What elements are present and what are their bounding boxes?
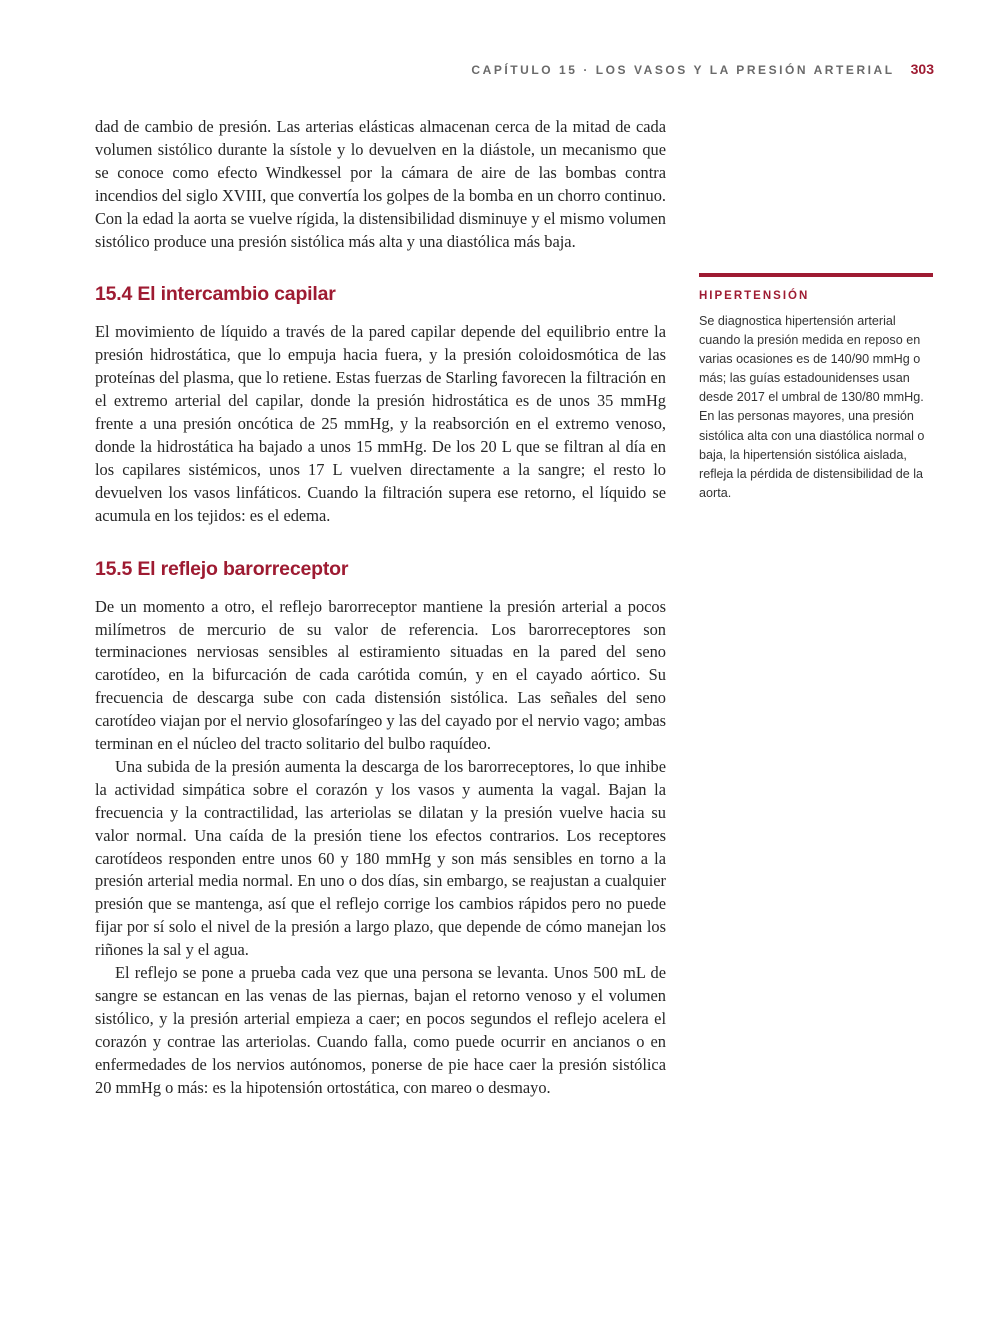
paragraph-15-5-1: De un momento a otro, el reflejo barorreceptor mantiene la presión arterial a pocos milímetros de mercurio de su valor de referencia. Los barorreceptores son terminaciones nerviosas sensibles al estiramiento situadas en la pared del seno carotídeo, en la bifurcación de cada carótida común, y en el cayado aórtico. Su frecuencia de descarga sube con cada distensión sistólica. Las señales del seno carotídeo viajan por el nervio glosofaríngeo y las del cayado por el nervio vago; ambas terminan en el núcleo del tracto solitario del bulbo raquídeo.: [95, 596, 666, 754]
sidebar-body: Se diagnostica hipertensión arterial cuando la presión medida en reposo en varias ocasiones es de 140/90 mmHg o más; las guías estadounidenses usan desde 2017 el umbral de 130/80 mmHg. En las personas mayores, una presión sistólica alta con una diastólica normal o baja, la hipertensión sistólica aislada, refleja la pérdida de distensibilidad de la aorta.: [699, 314, 925, 500]
sidebar-box: [699, 273, 933, 503]
sidebar-rule: [699, 273, 933, 277]
sidebar-title: HIPERTENSIÓN: [699, 290, 810, 302]
main-text-column: [95, 116, 666, 1100]
running-head: [471, 61, 934, 77]
intro-paragraph: dad de cambio de presión. Las arterias elásticas almacenan cerca de la mitad de cada volumen sistólico durante la sístole y lo devuelven en la diástole, un mecanismo que se conoce como efecto Windkessel por la cámara de aire de las bombas contra incendios del siglo XVIII, que convertía los golpes de la bomba en un chorro continuo. Con la edad la aorta se vuelve rígida, la distensibilidad disminuye y el mismo volumen sistólico produce una presión sistólica más alta y una diastólica más baja.: [95, 117, 666, 251]
page-number: 303: [910, 61, 934, 77]
chapter-title: CAPÍTULO 15 · LOS VASOS Y LA PRESIÓN ARTERIAL: [471, 63, 895, 77]
section-heading-15-4: 15.4 El intercambio capilar: [95, 283, 336, 306]
paragraph-15-5-2: Una subida de la presión aumenta la descarga de los barorreceptores, lo que inhibe la actividad simpática sobre el corazón y los vasos y aumenta la vagal. Bajan la frecuencia y la contractilidad, las arteriolas se dilatan y la presión vuelve hacia su valor normal. Una caída de la presión tiene los efectos contrarios. Los receptores carotídeos responden entre unos 60 y 180 mmHg y son más sensibles en torno a la presión arterial media normal. En uno o dos días, sin embargo, se reajustan a cualquier presión que se mantenga, así que el reflejo corrige los cambios rápidos pero no puede fijar por sí solo el nivel de la presión a largo plazo, que depende de cómo manejan los riñones la sal y el agua.: [95, 756, 666, 960]
section-heading-15-5: 15.5 El reflejo barorreceptor: [95, 557, 349, 580]
paragraph-15-5-3: El reflejo se pone a prueba cada vez que una persona se levanta. Unos 500 mL de sangre se estancan en las venas de las piernas, bajan el retorno venoso y el volumen sistólico, y la presión arterial empieza a caer; en pocos segundos el reflejo acelera el corazón y contrae las arteriolas. Cuando falla, como puede ocurrir en ancianos o en enfermedades de los nervios autónomos, ponerse de pie hace caer la presión sistólica 20 mmHg o más: es la hipotensión ortostática, con mareo o desmayo.: [95, 963, 666, 1097]
paragraph-15-4-1: El movimiento de líquido a través de la pared capilar depende del equilibrio entre la presión hidrostática, que lo empuja hacia fuera, y la presión coloidosmótica de las proteínas del plasma, que lo retiene. Estas fuerzas de Starling favorecen la filtración en el extremo arterial del capilar, donde la presión hidrostática es de unos 35 mmHg frente a una presión oncótica de 25 mmHg, y la reabsorción en el extremo venoso, donde la hidrostática ha bajado a unos 15 mmHg. De los 20 L que se filtran al día en los capilares sistémicos, unos 17 L vuelven directamente a la sangre; el resto lo devuelven los vasos linfáticos. Cuando la filtración supera ese retorno, el líquido se acumula en los tejidos: es el edema.: [95, 322, 666, 525]
